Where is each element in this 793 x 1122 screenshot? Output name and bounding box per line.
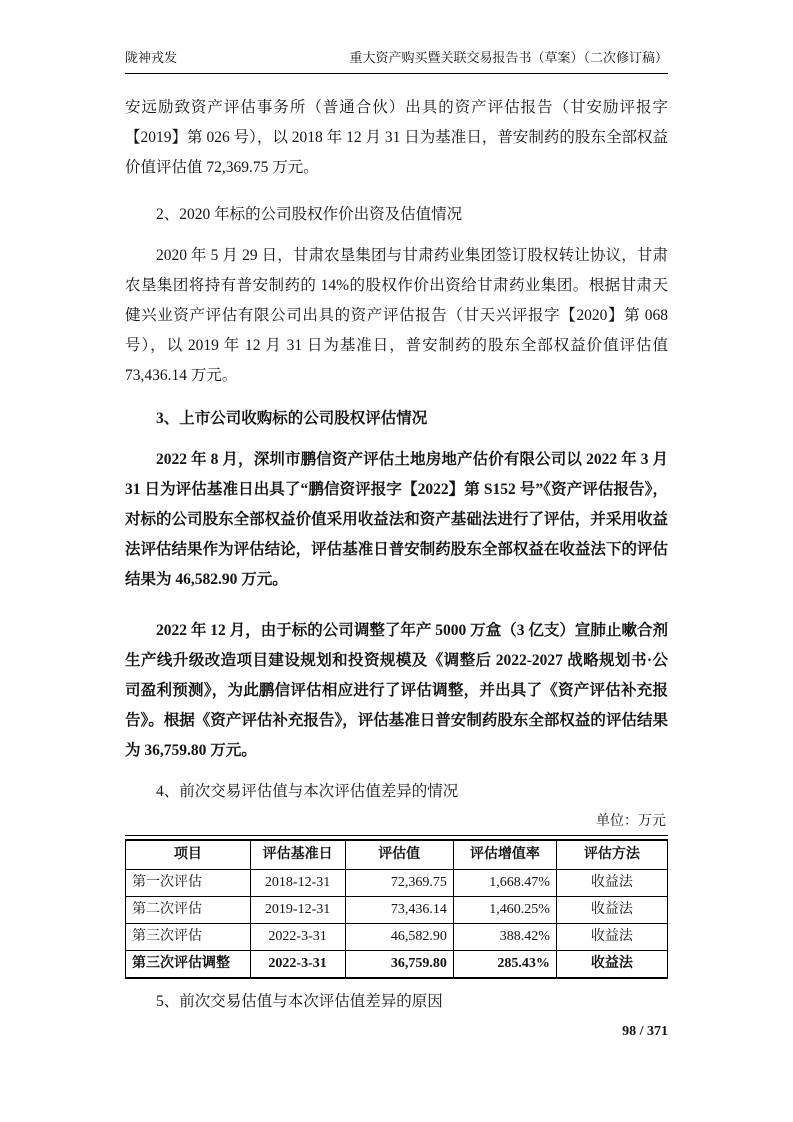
table-cell: 第三次评估调整 [126,951,251,979]
table-cell: 36,759.80 [345,951,453,979]
header-report-title: 重大资产购买暨关联交易报告书（草案）（二次修订稿） [349,50,668,65]
valuation-comparison-table [125,835,668,979]
table-cell: 第三次评估 [126,924,251,951]
column-header-base-date: 评估基准日 [250,840,345,870]
paragraph-2020-valuation: 2020 年 5 月 29 日，甘肃农垦集团与甘肃药业集团签订股权转让协议，甘肃农垦集团将持有普安制药的 14%的股权作价出资给甘肃药业集团。根据甘肃天健兴业资产评估有限公司出具的资产评估报告（甘天兴评报字【2020】第 068 号），以 2019 年 12 月 31 日为基准日，普安制药的股东全部权益价值评估值 73,436.14 万元。 [125,247,668,384]
page-body [125,74,668,1013]
paragraph-2022-dec-adjustment: 2022 年 12 月，由于标的公司调整了年产 5000 万盒（3 亿支）宣肺止嗽合剂生产线升级改造项目建设规划和投资规模及《调整后 2022-2027 战略规划书·公司盈利预测》，为此鹏信评估相应进行了评估调整，并出具了《资产评估补充报告》。根据《资产评估补充报告》，评估基准日普安制药股东全部权益的评估结果为 36,759.80 万元。 [125,622,668,759]
table-cell: 第二次评估 [126,897,251,924]
page-number: 98 / 371 [622,1024,668,1039]
table-cell: 46,582.90 [345,924,453,951]
table-cell: 收益法 [556,870,667,897]
table-cell: 388.42% [453,924,556,951]
table-cell: 收益法 [556,924,667,951]
table-cell: 收益法 [556,897,667,924]
table-cell: 1,668.47% [453,870,556,897]
table-cell: 2019-12-31 [250,897,345,924]
paragraph-2019-valuation: 安远励致资产评估事务所（普通合伙）出具的资产评估报告（甘安励评报字【2019】第 026 号），以 2018 年 12 月 31 日为基准日，普安制药的股东全部权益价值评估值 72,369.75 万元。 [125,99,668,176]
table-row [126,897,668,924]
page-content [125,0,668,1013]
section-heading-3: 3、上市公司收购标的公司股权评估情况 [156,410,428,427]
table-cell: 收益法 [556,951,667,979]
paragraph-2022-aug-valuation: 2022 年 8 月，深圳市鹏信资产评估土地房地产估价有限公司以 2022 年 3 月 31 日为评估基准日出具了“鹏信资评报字【2022】第 S152 号”《资产评估报告》，对标的公司股东全部权益价值采用收益法和资产基础法进行了评估，并采用收益法评估结果作为评估结论，评估基准日普安制药股东全部权益在收益法下的评估结果为 46,582.90 万元。 [125,451,668,588]
section-heading-4: 4、前次交易评估值与本次评估值差异的情况 [156,783,459,800]
table-cell: 285.43% [453,951,556,979]
table-cell: 2022-3-31 [250,924,345,951]
column-header-item: 项目 [126,840,251,870]
table-row-adjusted-total [126,951,668,979]
section-heading-5: 5、前次交易估值与本次评估值差异的原因 [156,993,443,1010]
table-cell: 第一次评估 [126,870,251,897]
page-header [125,0,668,74]
column-header-method: 评估方法 [556,840,667,870]
header-short-title: 陇神戎发 [125,50,178,65]
table-row [126,870,668,897]
table-cell: 73,436.14 [345,897,453,924]
table-cell: 72,369.75 [345,870,453,897]
table-row [126,924,668,951]
table-unit-label: 单位：万元 [596,814,666,829]
table-cell: 2022-3-31 [250,951,345,979]
table-cell: 2018-12-31 [250,870,345,897]
section-heading-2: 2、2020 年标的公司股权作价出资及估值情况 [156,206,463,223]
column-header-appreciation-rate: 评估增值率 [453,840,556,870]
table-header-row [126,840,668,870]
table-cell: 1,460.25% [453,897,556,924]
column-header-appraised-value: 评估值 [345,840,453,870]
